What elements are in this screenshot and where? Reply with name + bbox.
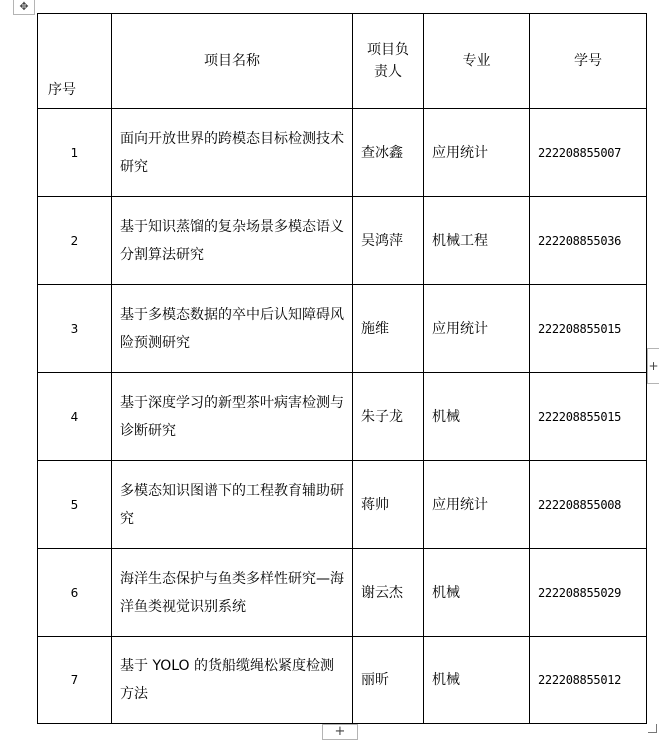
table-row — [38, 109, 647, 197]
table-row — [38, 285, 647, 373]
row-index: 4 — [38, 373, 112, 461]
row-leader: 谢云杰 — [353, 549, 424, 637]
row-leader: 查冰鑫 — [353, 109, 424, 197]
row-student-id: 222208855008 — [530, 461, 647, 549]
row-major: 机械 — [424, 637, 530, 724]
row-leader: 吴鸿萍 — [353, 197, 424, 285]
row-project-name: 面向开放世界的跨模态目标检测技术研究 — [112, 109, 353, 197]
row-project-name: 基于知识蒸馏的复杂场景多模态语义分割算法研究 — [112, 197, 353, 285]
row-student-id: 222208855007 — [530, 109, 647, 197]
row-student-id: 222208855015 — [530, 373, 647, 461]
row-student-id: 222208855036 — [530, 197, 647, 285]
row-leader: 丽昕 — [353, 637, 424, 724]
row-leader: 蒋帅 — [353, 461, 424, 549]
header-student-id: 学号 — [530, 14, 647, 109]
table-row — [38, 197, 647, 285]
header-leader-line1: 项目负 — [367, 42, 409, 58]
row-index: 1 — [38, 109, 112, 197]
row-major: 机械工程 — [424, 197, 530, 285]
row-project-name: 基于深度学习的新型茶叶病害检测与诊断研究 — [112, 373, 353, 461]
row-index: 6 — [38, 549, 112, 637]
row-major: 应用统计 — [424, 461, 530, 549]
row-index: 7 — [38, 637, 112, 724]
row-major: 机械 — [424, 549, 530, 637]
table-move-handle-icon[interactable]: ✥ — [13, 0, 35, 15]
add-row-button[interactable]: + — [322, 724, 358, 740]
row-student-id: 222208855029 — [530, 549, 647, 637]
row-leader: 朱子龙 — [353, 373, 424, 461]
row-index: 2 — [38, 197, 112, 285]
header-name: 项目名称 — [112, 14, 353, 109]
row-project-name: 多模态知识图谱下的工程教育辅助研究 — [112, 461, 353, 549]
table-row — [38, 373, 647, 461]
row-project-name: 基于 YOLO 的货船缆绳松紧度检测方法 — [112, 637, 353, 724]
row-major: 机械 — [424, 373, 530, 461]
header-leader — [353, 14, 424, 109]
row-project-name: 基于多模态数据的卒中后认知障碍风险预测研究 — [112, 285, 353, 373]
header-major: 专业 — [424, 14, 530, 109]
header-index: 序号 — [38, 14, 112, 109]
row-project-name: 海洋生态保护与鱼类多样性研究—海洋鱼类视觉识别系统 — [112, 549, 353, 637]
add-column-button[interactable]: + — [647, 348, 659, 384]
row-student-id: 222208855015 — [530, 285, 647, 373]
table-row — [38, 461, 647, 549]
table-header-row — [38, 14, 647, 109]
row-student-id: 222208855012 — [530, 637, 647, 724]
row-index: 5 — [38, 461, 112, 549]
table-row — [38, 637, 647, 724]
table-resize-handle-icon[interactable] — [648, 724, 657, 733]
row-leader: 施维 — [353, 285, 424, 373]
project-table — [37, 13, 647, 724]
header-leader-line2: 责人 — [374, 64, 402, 80]
row-index: 3 — [38, 285, 112, 373]
row-major: 应用统计 — [424, 109, 530, 197]
table-row — [38, 549, 647, 637]
row-major: 应用统计 — [424, 285, 530, 373]
